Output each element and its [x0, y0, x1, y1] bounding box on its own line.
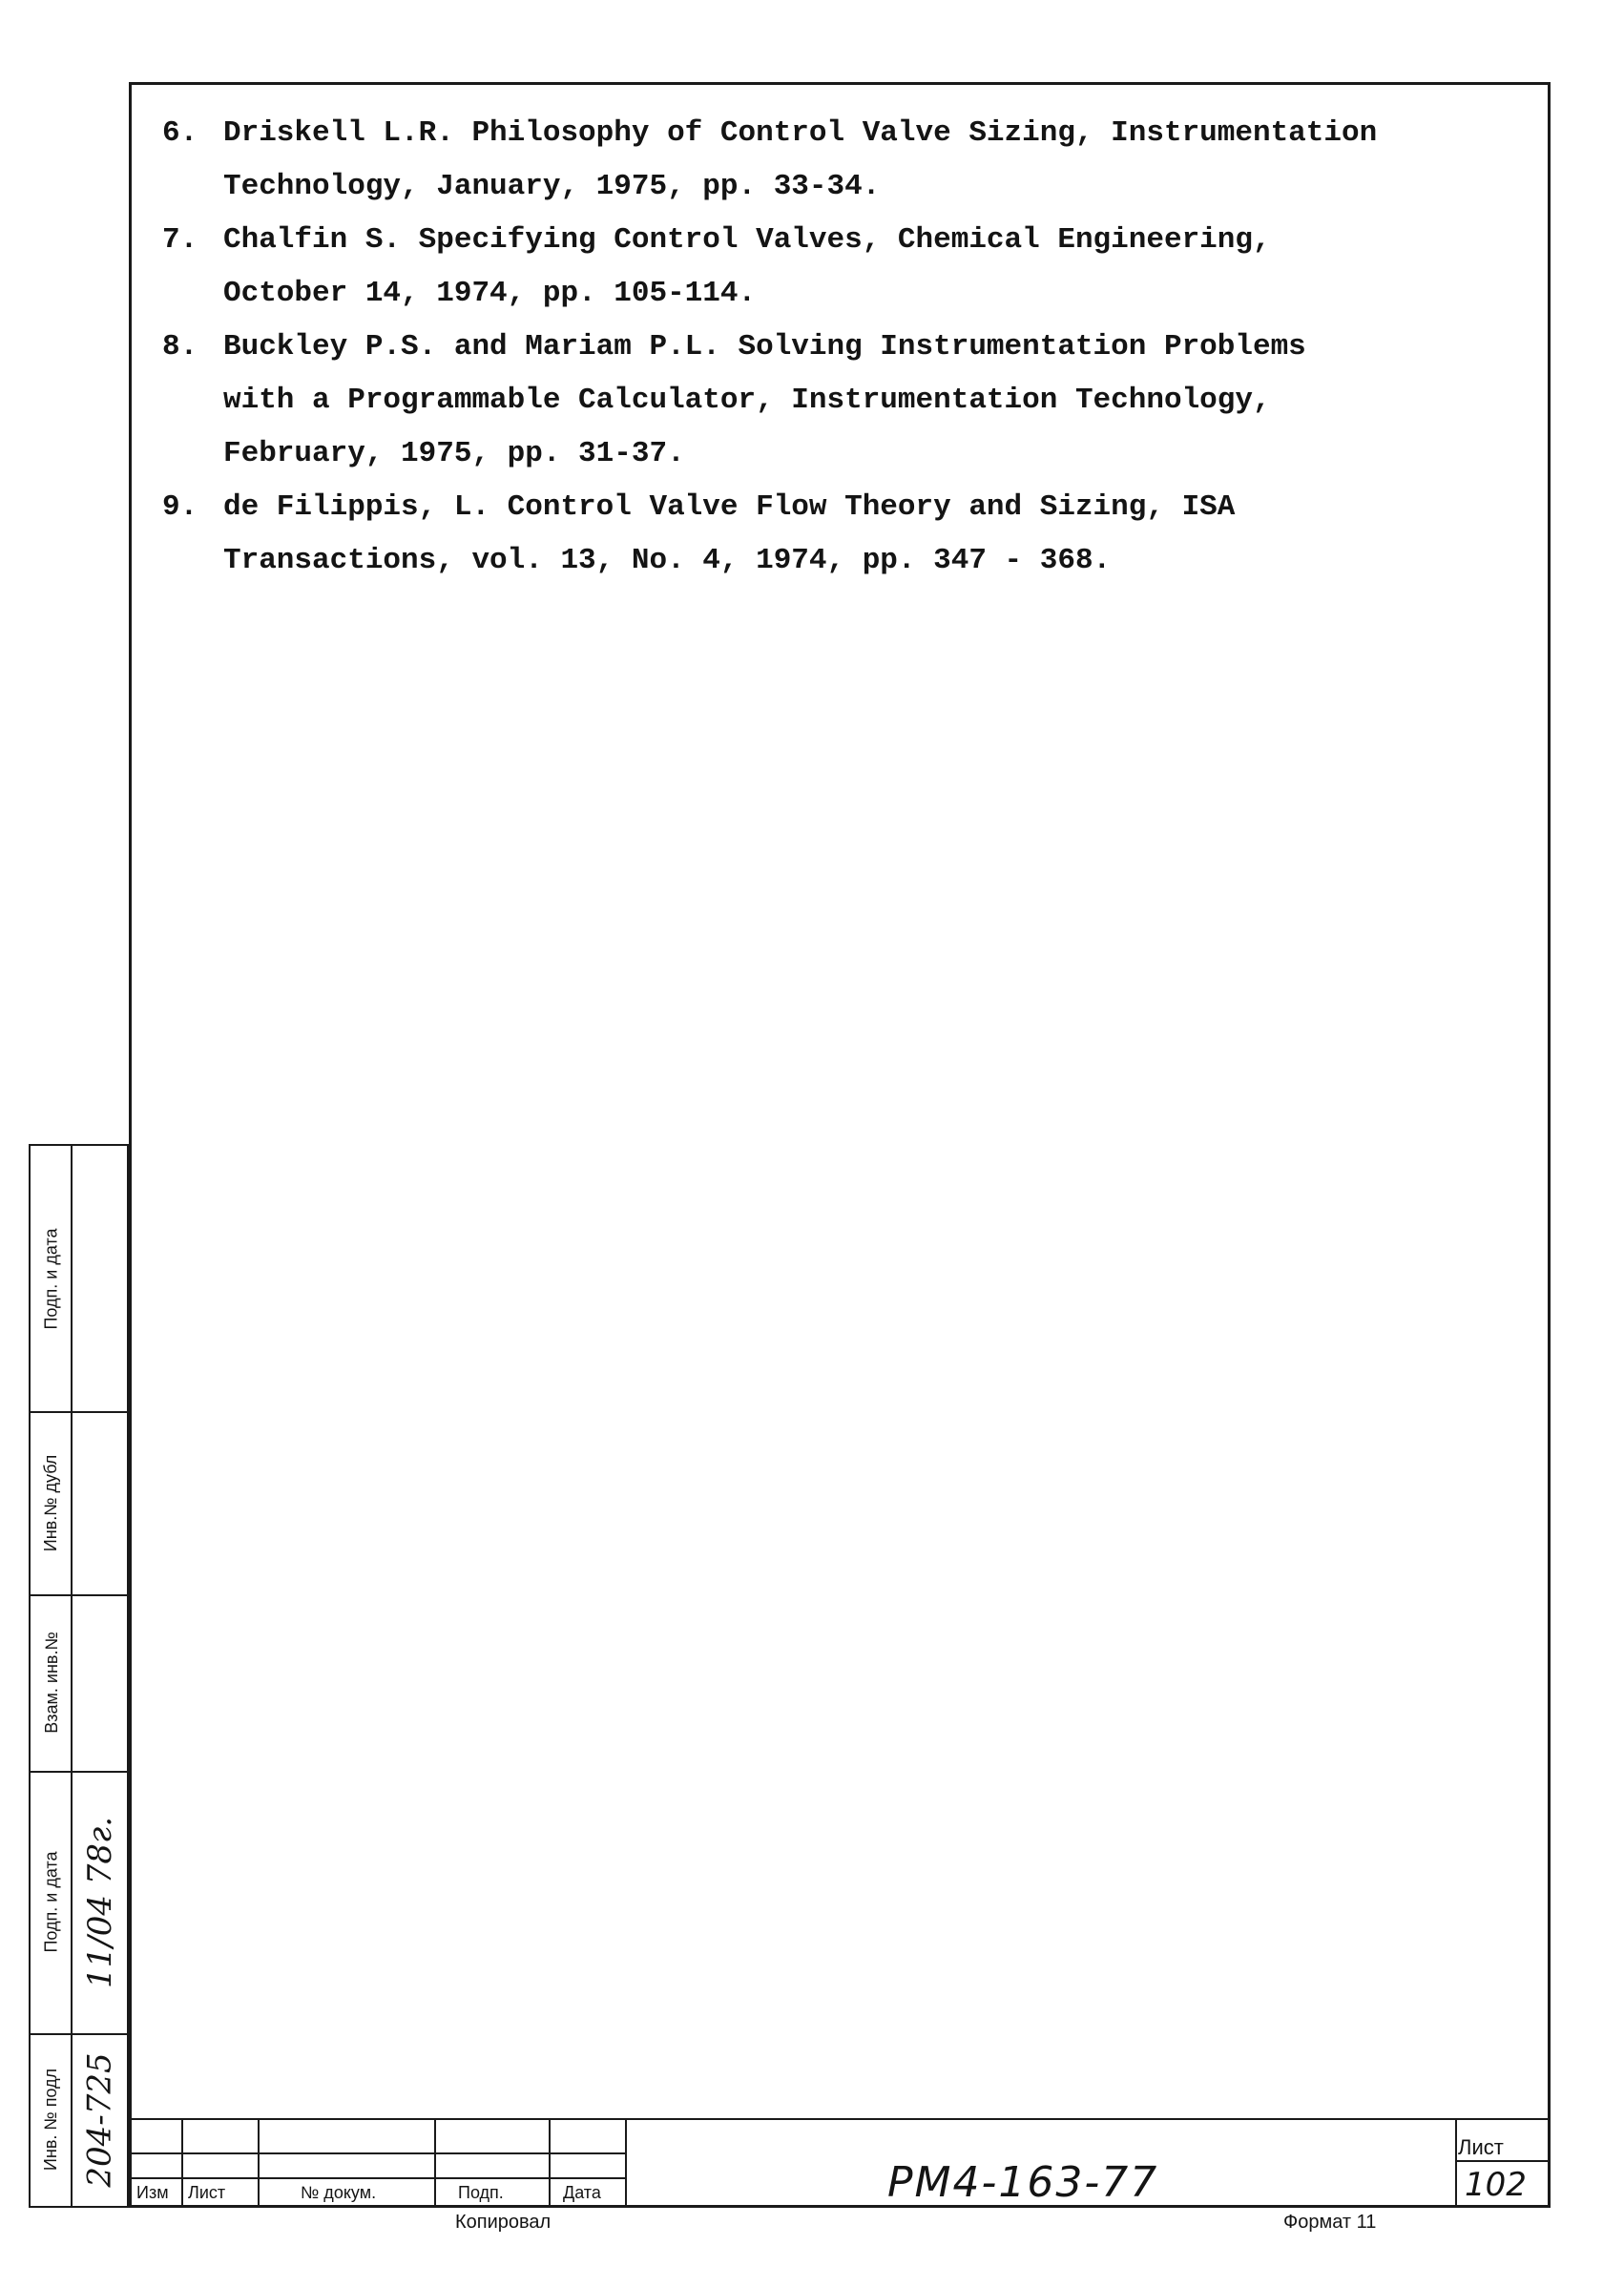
- reference-item: [162, 481, 1536, 588]
- col-label-signature: Подп.: [458, 2183, 504, 2202]
- strip-label: Подп. и дата: [41, 1851, 61, 1953]
- title-block-line: [549, 2118, 551, 2208]
- col-label-date: Дата: [563, 2183, 601, 2202]
- reference-line: Transactions, vol. 13, No. 4, 1974, pp. 347 - 368.: [223, 544, 1112, 577]
- reference-item: [162, 214, 1536, 321]
- sheet-label: Лист: [1458, 2135, 1504, 2159]
- side-stamp-strip: [29, 1144, 129, 2208]
- title-block-line: [181, 2118, 183, 2208]
- reference-line: Chalfin S. Specifying Control Valves, Chemical Engineering,: [223, 223, 1271, 257]
- format-label: Формат 11: [1283, 2212, 1377, 2233]
- inventory-number: 204-725: [81, 2051, 119, 2188]
- reference-line: February, 1975, pp. 31-37.: [223, 437, 685, 470]
- col-label-change: Изм: [136, 2183, 169, 2202]
- document-number: РМ4-163-77: [887, 2158, 1159, 2207]
- title-block-line: [625, 2118, 627, 2208]
- sheet-number: 102: [1465, 2166, 1527, 2204]
- title-block-line: [1455, 2118, 1457, 2208]
- strip-label: Подп. и дата: [41, 1227, 61, 1330]
- reference-item: [162, 107, 1536, 214]
- reference-item: [162, 321, 1536, 481]
- reference-line: de Filippis, L. Control Valve Flow Theory and Sizing, ISA: [223, 490, 1236, 524]
- reference-line: with a Programmable Calculator, Instrumentation Technology,: [223, 384, 1271, 417]
- reference-number: 7.: [162, 223, 198, 257]
- copied-by-label: Копировал: [455, 2212, 552, 2233]
- title-block-line: [434, 2118, 436, 2208]
- strip-label: Инв.№ дубл: [41, 1454, 61, 1551]
- reference-line: Driskell L.R. Philosophy of Control Valve Sizing, Instrumentation: [223, 116, 1378, 150]
- title-block-line: [129, 2118, 1551, 2120]
- strip-divider: [71, 1146, 73, 2206]
- reference-number: 8.: [162, 330, 198, 364]
- strip-label: Взам. инв.№: [41, 1632, 61, 1734]
- title-block-line: [1455, 2160, 1551, 2162]
- reference-number: 9.: [162, 490, 198, 524]
- title-block-line: [129, 2177, 625, 2179]
- col-label-document: № докум.: [301, 2183, 377, 2202]
- col-label-sheet: Лист: [188, 2183, 226, 2202]
- reference-line: October 14, 1974, pp. 105-114.: [223, 277, 757, 310]
- reference-line: Buckley P.S. and Mariam P.L. Solving Instrumentation Problems: [223, 330, 1306, 364]
- reference-line: Technology, January, 1975, pp. 33-34.: [223, 170, 881, 203]
- strip-label: Инв. № подл: [41, 2068, 61, 2172]
- title-block: [129, 2118, 1551, 2208]
- reference-number: 6.: [162, 116, 198, 150]
- title-block-line: [258, 2118, 260, 2208]
- reference-list: [162, 107, 1536, 588]
- title-block-line: [129, 2152, 625, 2154]
- signature-date: 11/04 78г.: [81, 1816, 120, 1988]
